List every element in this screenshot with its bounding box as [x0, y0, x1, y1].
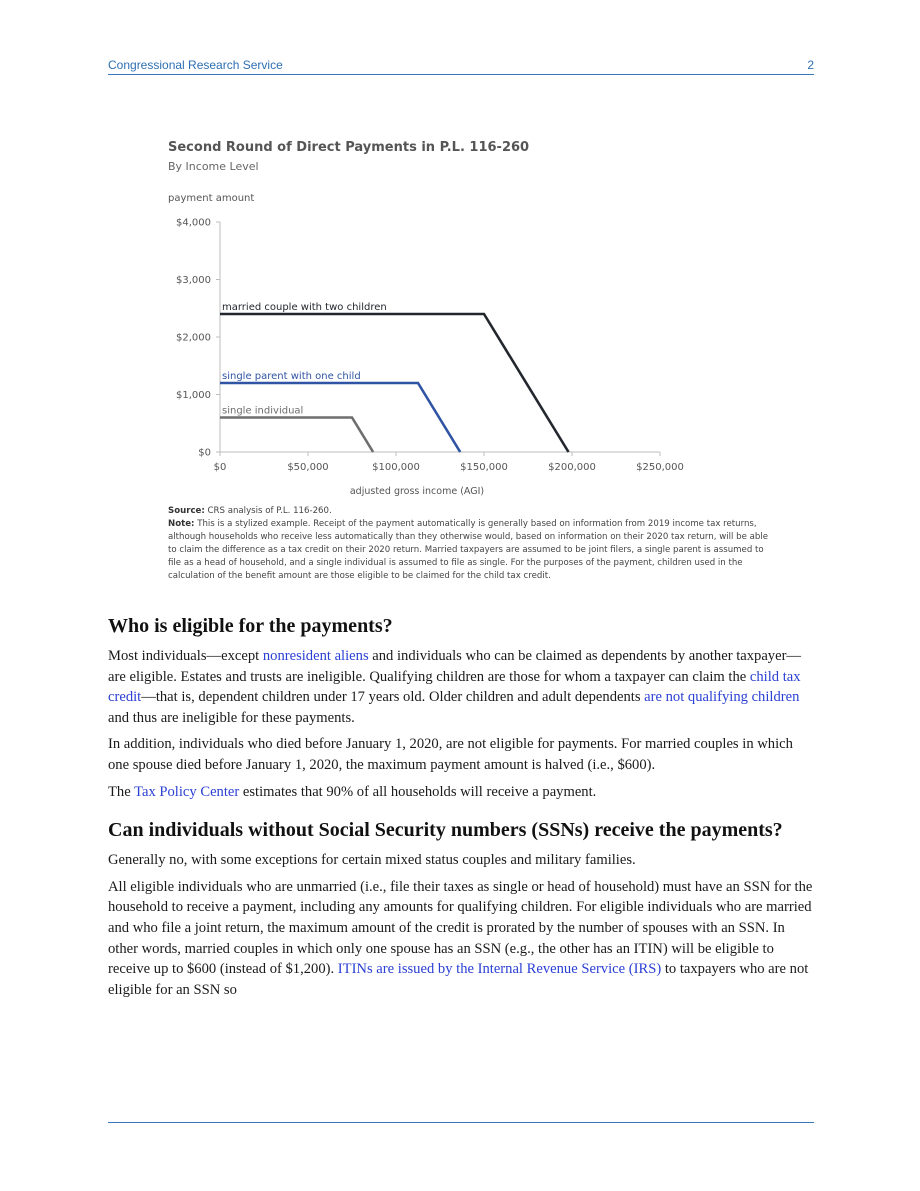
paragraph-eligibility-1 [108, 646, 814, 728]
x-tick-label: $200,000 [548, 462, 596, 473]
x-tick-label: $100,000 [372, 462, 420, 473]
main-content [108, 612, 814, 1006]
x-tick-label: $150,000 [460, 462, 508, 473]
source-text: CRS analysis of P.L. 116-260. [207, 506, 332, 516]
page-number: 2 [807, 58, 814, 72]
text-run: —that is, dependent children under 17 years old. Older children and adult dependents [141, 689, 645, 706]
footer-divider [108, 1122, 814, 1123]
paragraph-eligibility-3 [108, 782, 814, 803]
heading-eligibility: Who is eligible for the payments? [108, 615, 393, 637]
y-tick-label: $3,000 [176, 275, 211, 286]
x-tick-label: $250,000 [636, 462, 684, 473]
paragraph-ssn-1: Generally no, with some exceptions for certain mixed status couples and military families. [108, 852, 636, 869]
chart-subtitle: By Income Level [168, 160, 259, 173]
y-tick-label: $2,000 [176, 332, 211, 344]
x-axis-label: adjusted gross income (AGI) [349, 486, 485, 497]
x-tick-label: $50,000 [287, 462, 329, 473]
series-label: married couple with two children [222, 302, 387, 313]
source-label: Source: [168, 506, 205, 516]
figure-note [168, 518, 778, 583]
y-axis-label: payment amount [168, 193, 255, 204]
note-label: Note: [168, 519, 195, 529]
series-line [220, 418, 373, 453]
paragraph-ssn-2 [108, 877, 814, 1001]
note-text: This is a stylized example. Receipt of the payment automatically is generally based on information from 2019 income tax returns, although households who receive less automatically than they otherwise would, based on information on their 2020 tax return, will be able to claim the difference as a tax credit on their 2020 return. Married taxpayers are assumed to be joint filers, a single parent is assumed to file as a head of household, and a single individual is assumed to file as single. For the purposes of the payment, children used in the calculation of the benefit amount are those eligible to be claimed for the child tax credit. [168, 519, 769, 581]
y-tick-label: $0 [198, 447, 211, 459]
series-label: single parent with one child [222, 371, 361, 382]
y-tick-label: $4,000 [176, 217, 211, 229]
figure [160, 130, 780, 590]
y-tick-label: $1,000 [176, 390, 211, 401]
heading-ssn: Can individuals without Social Security numbers (SSNs) receive the payments? [108, 819, 783, 842]
text-run: The [108, 783, 135, 800]
text-run: All eligible individuals who are unmarried (i.e., file their taxes as single or head of household) must have an SSN for the household to receive a payment, including any amounts for qualifying children. For eligible individuals who are married and who file a joint return, the maximum amount of the credit is prorated by the number of spouses with an SSN. In other words, married couples in which only one spouse has an SSN (e.g., the other has an ITIN) will be eligible to receive up to $600 (instead of $1,200). [108, 878, 813, 978]
text-run: to taxpayers who are not eligible for an SSN so [108, 961, 809, 998]
page-header [108, 56, 814, 75]
x-tick-label: $0 [213, 462, 227, 473]
link-itins-issued-by-irs[interactable]: ITINs are issued by the Internal Revenue Service (IRS) [337, 961, 662, 978]
link-not-qualifying-children[interactable]: are not qualifying children [644, 689, 800, 706]
link-nonresident-aliens[interactable]: nonresident aliens [262, 648, 369, 664]
series-label: single individual [222, 405, 304, 417]
link-tax-policy-center[interactable]: Tax Policy Center [134, 783, 240, 800]
text-run: estimates that 90% of all households will receive a payment. [239, 783, 597, 800]
payment-chart [160, 130, 780, 502]
text-run: and thus are ineligible for these payments. [108, 709, 355, 726]
chart-title: Second Round of Direct Payments in P.L. 116-260 [168, 140, 530, 155]
text-run: and individuals who can be claimed as dependents by another taxpayer—are eligible. Estates and trusts are ineligible. Qualifying children are those for whom a taxpayer can claim the [108, 648, 802, 685]
header-org-name: Congressional Research Service [108, 58, 283, 72]
paragraph-eligibility-2: In addition, individuals who died before January 1, 2020, are not eligible for payments. For married couples in which one spouse died before January 1, 2020, the maximum payment amount is halved (i.e., $600). [108, 736, 793, 773]
link-child-tax-credit[interactable]: child tax credit [108, 668, 801, 706]
text-run: Most individuals—except [108, 648, 263, 664]
figure-notes [168, 505, 778, 583]
chart-series [220, 302, 569, 452]
chart-axes [176, 218, 684, 474]
figure-source [168, 505, 778, 518]
